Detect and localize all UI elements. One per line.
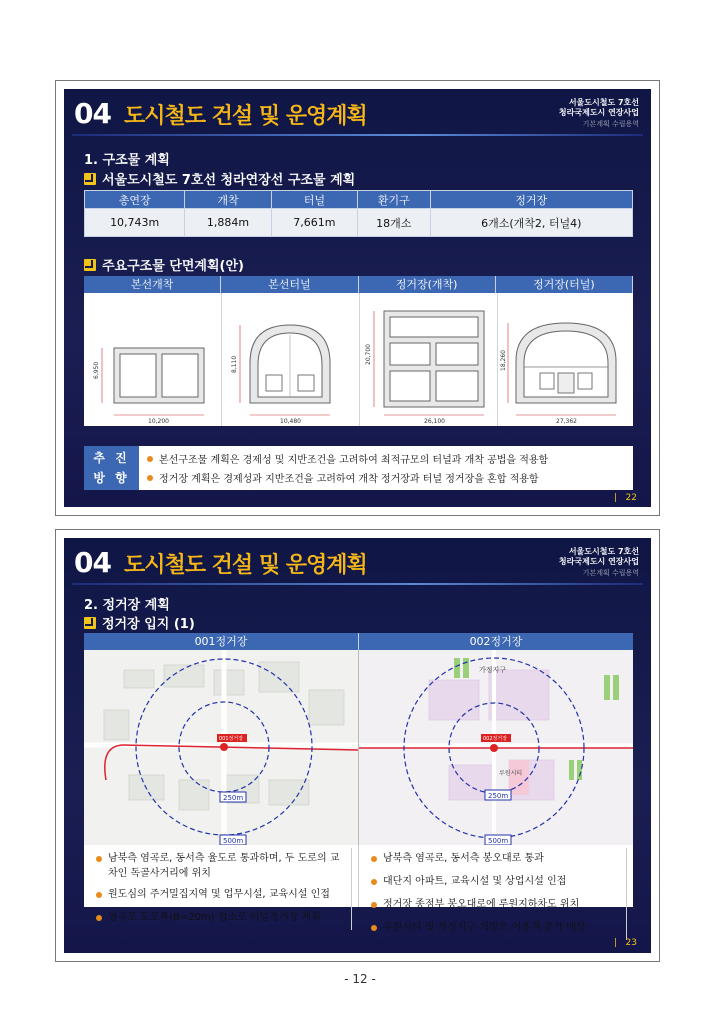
- list-item-text: 원도심의 주거밀집지역 및 업무시설, 교육시설 인접: [108, 889, 330, 900]
- list-item: [365, 871, 627, 894]
- direction-label: [84, 446, 139, 490]
- dimension-label: 27,362: [556, 418, 577, 425]
- table-cell: 7,661m: [271, 209, 357, 237]
- slide-frame-23: [55, 529, 660, 962]
- list-item: [147, 468, 625, 487]
- subsection-label: 서울도시철도 7호선 청라연장선 구조물 계획: [102, 173, 356, 188]
- cross-section-header: 정거장(개착): [359, 276, 496, 293]
- slide-22: [64, 89, 651, 507]
- bullet-icon: [371, 879, 377, 885]
- bullet-icon: [96, 856, 102, 862]
- list-item-text: 본선구조물 계획은 경제성 및 지반조건을 고려하여 최적규모의 터널과 개착 공법을 적용함: [159, 455, 549, 466]
- table-cell: 1,884m: [185, 209, 271, 237]
- cross-section-header: 정거장(터널): [496, 276, 633, 293]
- dimension-label: 20,700: [365, 344, 372, 365]
- project-subtitle: 기본계획 수립용역: [582, 120, 639, 128]
- subsection-heading: [84, 255, 244, 274]
- section-heading: 2. 정거장 계획: [84, 598, 170, 613]
- bullet-icon: [371, 856, 377, 862]
- page-number: - 12 -: [344, 972, 376, 986]
- table-header: 정거장: [430, 191, 633, 209]
- chapter-number: 04: [74, 97, 111, 130]
- dimension-label: 6,950: [93, 361, 100, 379]
- dimension-label: 10,480: [280, 418, 301, 425]
- radius-label: 500m: [223, 837, 244, 845]
- slide-page-number: | 22: [613, 493, 637, 503]
- table-header: 환기구: [358, 191, 430, 209]
- project-name-1: 서울도시철도 7호선: [568, 98, 639, 107]
- chevron-icon: [84, 259, 96, 271]
- direction-content: [139, 446, 633, 490]
- table-cell: 6개소(개착2, 터널4): [430, 209, 633, 237]
- tunnel-section-drawing: [222, 293, 360, 426]
- table-header: 터널: [271, 191, 357, 209]
- cross-section-header: 본선터널: [221, 276, 358, 293]
- slide-page-value: 22: [625, 493, 637, 503]
- dimension-label: 26,100: [424, 418, 445, 425]
- map-header: 002정거장: [359, 633, 633, 650]
- radius-label: 250m: [488, 792, 509, 800]
- subsection-label: 정거장 입지 (1): [102, 617, 195, 632]
- station-001-description: [84, 845, 359, 923]
- bullet-icon: [371, 902, 377, 908]
- project-subtitle: 기본계획 수립용역: [582, 569, 639, 577]
- project-name-2: 청라국제도시 연장사업: [558, 557, 639, 566]
- cut-station-section-drawing: [360, 293, 498, 426]
- radius-label: 250m: [223, 794, 244, 802]
- table-header: 총연장: [85, 191, 185, 209]
- bullet-icon: [96, 892, 102, 898]
- cut-cover-section-drawing: [84, 293, 222, 426]
- list-item: [147, 449, 625, 468]
- list-item: [365, 917, 627, 940]
- list-item-text: 염곡로 도로폭(B=20m) 협소로 터널정거장 계획: [108, 912, 321, 923]
- slide-23: [64, 538, 651, 953]
- list-item-text: 대단지 아파트, 교육시설 및 상업시설 인접: [383, 876, 567, 887]
- list-item-text: 정거장 계획은 경제성과 지반조건을 고려하여 개착 정거장과 터널 정거장을 혼합 적용함: [159, 474, 539, 485]
- area-label: 루원시티: [499, 770, 523, 777]
- slide-title: 도시철도 건설 및 운영계획: [124, 553, 367, 578]
- map-header: 001정거장: [84, 633, 359, 650]
- direction-label-line: 방 향: [93, 471, 130, 485]
- chevron-icon: [84, 617, 96, 629]
- list-item-text: 정거장 종점부 봉오대로에 루원지하차도 위치: [383, 899, 580, 910]
- list-item: [365, 894, 627, 917]
- list-item: [365, 848, 627, 871]
- list-item: [90, 884, 352, 907]
- table-header: 개착: [185, 191, 271, 209]
- bullet-icon: [371, 925, 377, 931]
- station-label: 001정거장: [219, 736, 244, 742]
- slide-frame-22: [55, 80, 660, 516]
- station-002-map: [359, 650, 633, 845]
- cross-section-header: 본선개착: [84, 276, 221, 293]
- subsection-heading: [84, 613, 195, 632]
- list-item: [90, 848, 352, 884]
- project-name-2: 청라국제도시 연장사업: [558, 108, 639, 117]
- station-map-panel: [84, 633, 633, 933]
- dimension-label: 10,200: [148, 418, 169, 425]
- subsection-heading: [84, 169, 355, 188]
- list-item-text: 남북측 염곡로, 동서측 봉오대로 통과: [383, 853, 544, 864]
- dimension-label: 18,260: [500, 350, 507, 371]
- bullet-icon: [147, 456, 153, 462]
- station-001-map: [84, 650, 359, 845]
- table-cell: 10,743m: [85, 209, 185, 237]
- dimension-label: 8,110: [231, 355, 238, 373]
- header-divider: [72, 134, 643, 136]
- chapter-number: 04: [74, 546, 111, 579]
- slide-page-value: 23: [625, 938, 637, 948]
- table-cell: 18개소: [358, 209, 430, 237]
- chevron-icon: [84, 173, 96, 185]
- subsection-label: 주요구조물 단면계획(안): [102, 259, 244, 274]
- direction-label-line: 추 진: [93, 451, 130, 465]
- list-item-text: 루원시티 및 가정지구 개발로 이용객 증가 예상: [383, 922, 586, 933]
- area-label: 가정지구: [479, 666, 507, 674]
- slide-page-number: | 23: [613, 938, 637, 948]
- project-name-1: 서울도시철도 7호선: [568, 547, 639, 556]
- list-item: [90, 907, 352, 930]
- bullet-icon: [147, 475, 153, 481]
- direction-box: [84, 446, 633, 490]
- slide-title: 도시철도 건설 및 운영계획: [124, 104, 367, 129]
- list-item-text: 남북측 염곡로, 동서측 율도로 통과하며, 두 도로의 교차인 독골사거리에 위치: [108, 853, 340, 879]
- station-label: 002정거장: [483, 736, 508, 742]
- bullet-icon: [96, 915, 102, 921]
- cross-section-panel: [84, 276, 633, 426]
- structure-table: [84, 190, 633, 237]
- tunnel-station-section-drawing: [498, 293, 635, 426]
- header-divider: [72, 583, 643, 585]
- section-heading: 1. 구조물 계획: [84, 153, 170, 168]
- radius-label: 500m: [488, 837, 509, 845]
- station-002-description: [359, 845, 633, 933]
